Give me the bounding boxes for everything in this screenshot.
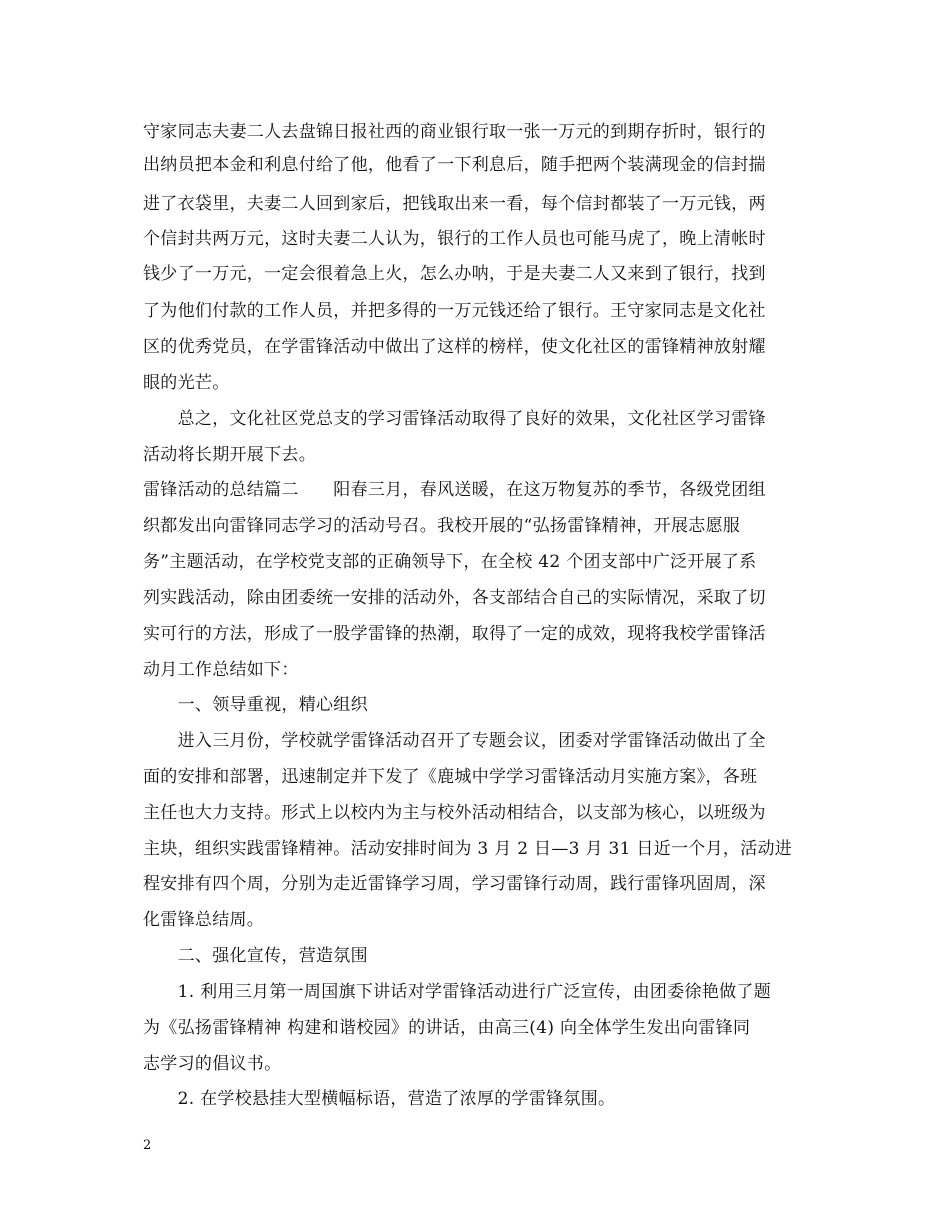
text-line: 面的安排和部署，迅速制定并下发了《鹿城中学学习雷锋活动月实施方案》，各班 <box>143 767 758 787</box>
text-line: 活动将长期开展下去。 <box>143 445 316 465</box>
text-line: 出纳员把本金和利息付给了他，他看了一下利息后，随手把两个装满现金的信封揣 <box>143 155 766 175</box>
text-line: 2. 在学校悬挂大型横幅标语，营造了浓厚的学雷锋氛围。 <box>143 1089 616 1109</box>
text-line: 为《弘扬雷锋精神 构建和谐校园》的讲话，由高三(4) 向全体学生发出向雷锋同 <box>143 1018 751 1038</box>
section-heading: 一、领导重视，精心组织 <box>143 695 368 715</box>
text-line: 程安排有四个周，分别为走近雷锋学习周，学习雷锋行动周，践行雷锋巩固周，深 <box>143 874 766 894</box>
text-line: 了为他们付款的工作人员，并把多得的一万元钱还给了银行。王守家同志是文化社 <box>143 301 766 321</box>
page-number: 2 <box>143 1138 152 1153</box>
text-line: 实可行的方法，形成了一股学雷锋的热潮，取得了一定的成效，现将我校学雷锋活 <box>143 624 766 644</box>
text-line: 区的优秀党员，在学雷锋活动中做出了这样的榜样，使文化社区的雷锋精神放射耀 <box>143 337 766 357</box>
text-line: 总之，文化社区党总支的学习雷锋活动取得了良好的效果，文化社区学习雷锋 <box>143 409 766 429</box>
text-line: 动月工作总结如下： <box>143 660 299 680</box>
text-line: 列实践活动，除由团委统一安排的活动外，各支部结合自己的实际情况，采取了切 <box>143 588 766 608</box>
text-line: 志学习的倡议书。 <box>143 1054 282 1074</box>
text-line: 守家同志夫妻二人去盘锦日报社西的商业银行取一张一万元的到期存折时，银行的 <box>143 122 766 142</box>
text-line: 进了衣袋里，夫妻二人回到家后，把钱取出来一看，每个信封都装了一万元钱，两 <box>143 194 766 214</box>
text-line: 进入三月份，学校就学雷锋活动召开了专题会议，团委对学雷锋活动做出了全 <box>143 731 766 751</box>
text-line: 个信封共两万元，这时夫妻二人认为，银行的工作人员也可能马虎了，晚上清帐时 <box>143 229 766 249</box>
text-line: 主块，组织实践雷锋精神。活动安排时间为 3 月 2 日—3 月 31 日近一个月，活动进 <box>143 839 793 859</box>
text-line: 雷锋活动的总结篇二 阳春三月，春风送暖，在这万物复苏的季节，各级党团组 <box>143 480 766 500</box>
text-line: 化雷锋总结周。 <box>143 910 265 930</box>
section-heading: 二、强化宣传，营造氛围 <box>143 946 368 966</box>
text-line: 务”主题活动，在学校党支部的正确领导下，在全校 42 个团支部中广泛开展了系 <box>143 552 757 572</box>
text-line: 眼的光芒。 <box>143 373 230 393</box>
text-line: 1. 利用三月第一周国旗下讲话对学雷锋活动进行广泛宣传，由团委徐艳做了题 <box>143 982 772 1002</box>
text-line: 钱少了一万元，一定会很着急上火，怎么办呐，于是夫妻二人又来到了银行，找到 <box>143 264 766 284</box>
text-line: 织都发出向雷锋同志学习的活动号召。我校开展的“弘扬雷锋精神，开展志愿服 <box>143 516 741 536</box>
text-line: 主任也大力支持。形式上以校内为主与校外活动相结合，以支部为核心，以班级为 <box>143 803 766 823</box>
